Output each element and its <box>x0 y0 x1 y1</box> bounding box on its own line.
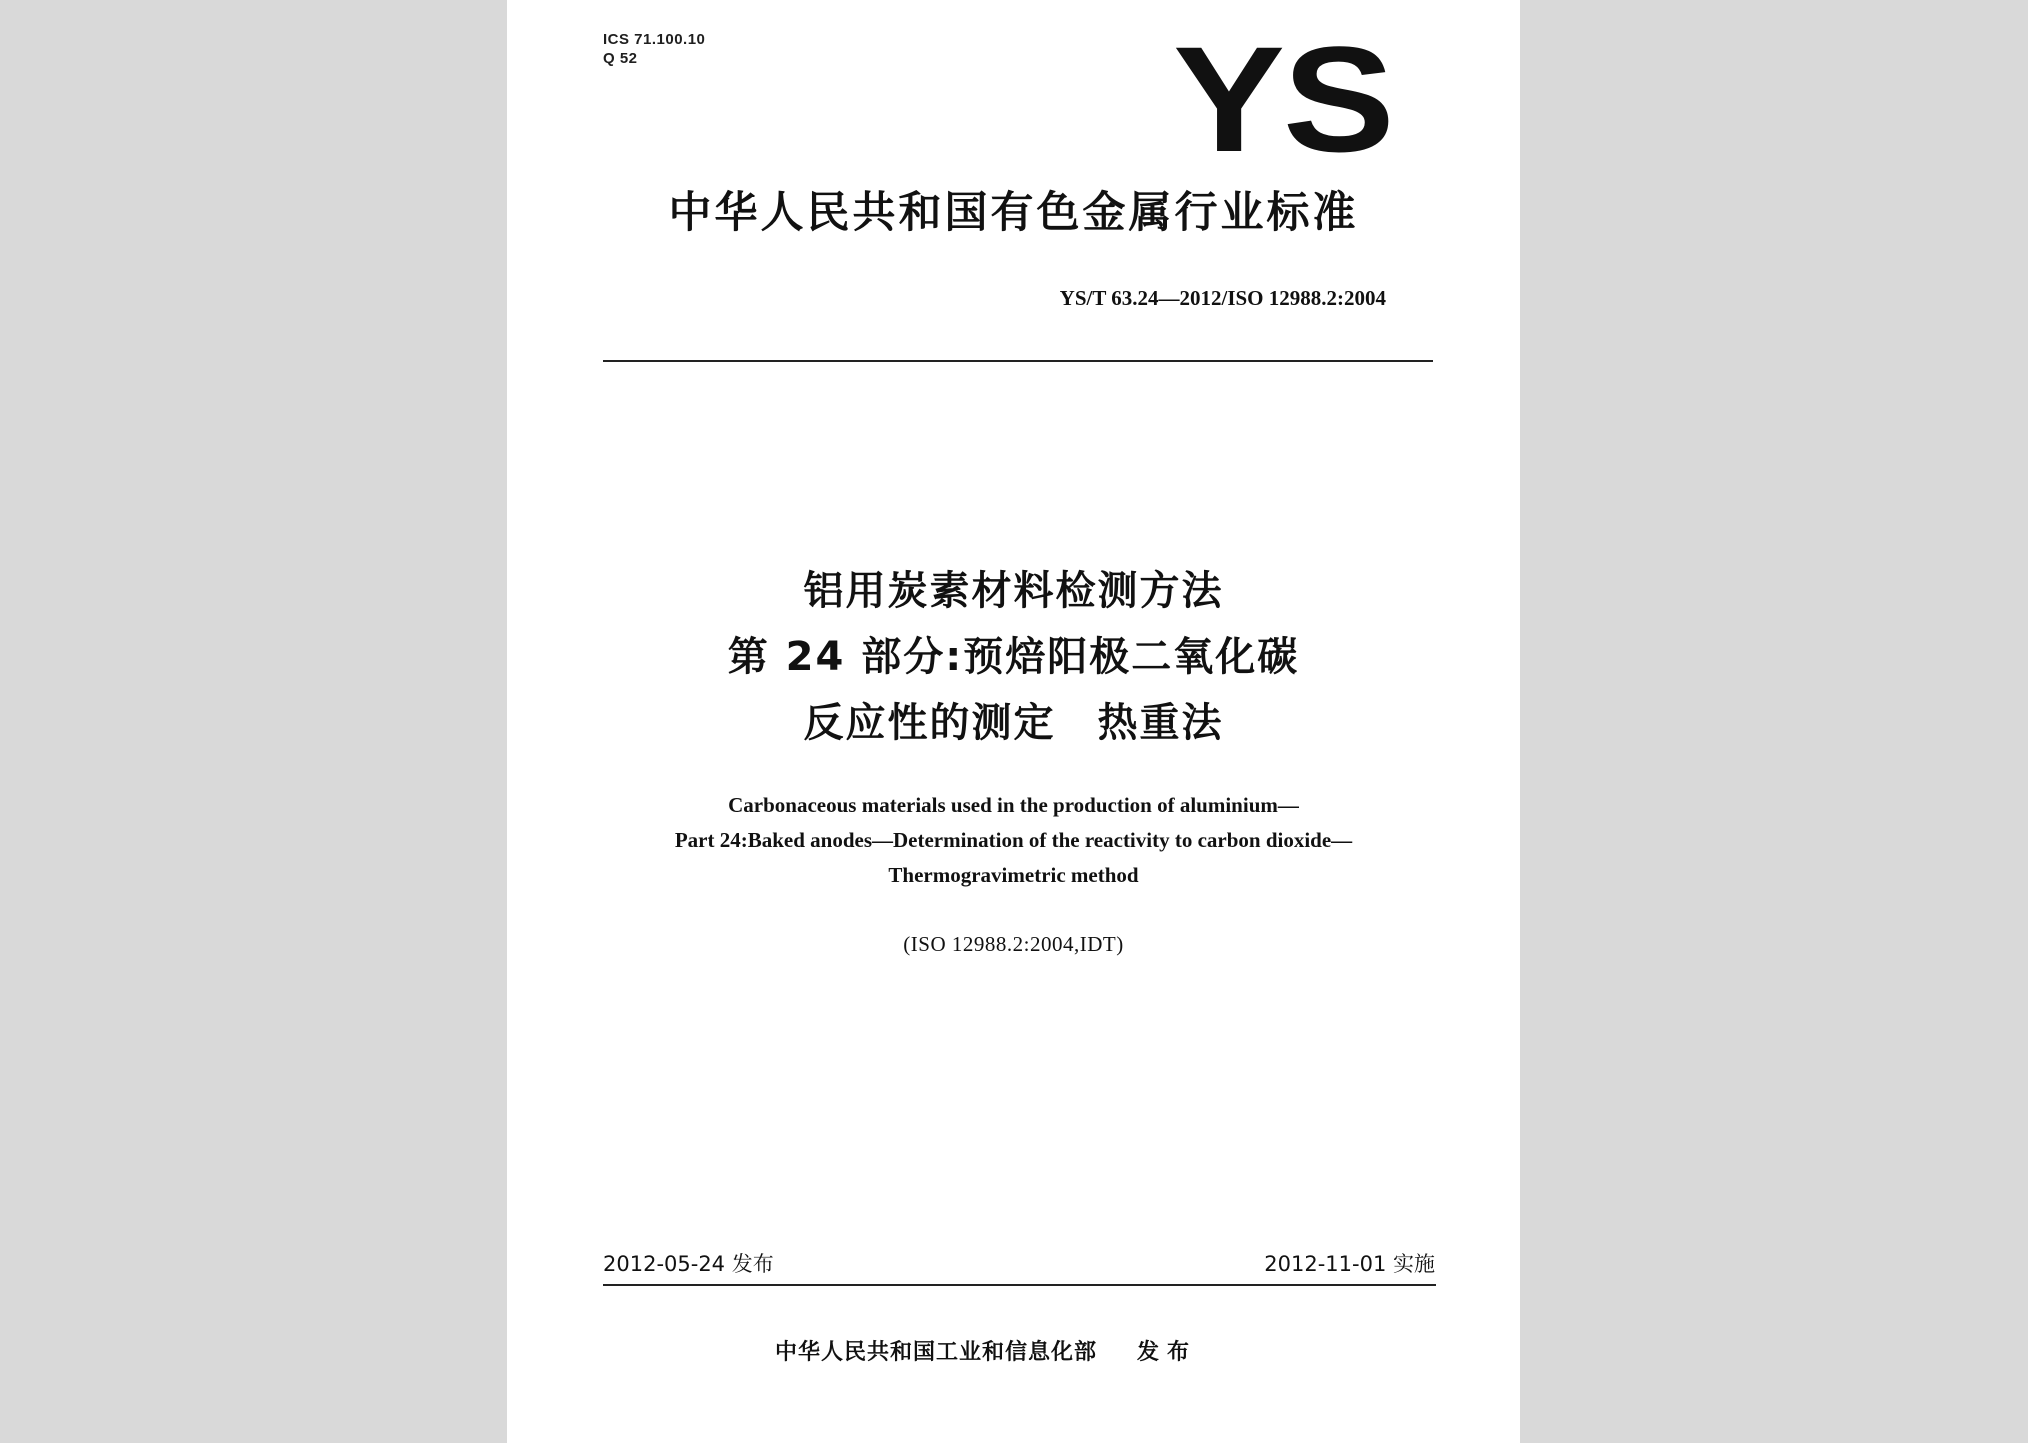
ccs-code: Q 52 <box>603 50 638 67</box>
header-divider <box>603 360 1433 362</box>
chinese-title-line-1: 铝用炭素材料检测方法 <box>803 568 1224 614</box>
chinese-title-line-3: 反应性的测定 热重法 <box>803 700 1224 746</box>
standard-number: YS/T 63.24—2012/ISO 12988.2:2004 <box>1059 286 1386 310</box>
english-title-line-3: Thermogravimetric method <box>888 863 1139 887</box>
classification-codes <box>603 30 705 68</box>
footer-divider <box>603 1284 1436 1286</box>
iso-equivalence-reference: (ISO 12988.2:2004,IDT) <box>903 932 1124 956</box>
english-title-line-1: Carbonaceous materials used in the production of aluminium— <box>728 793 1299 817</box>
issue-date: 2012-05-24 发布 <box>603 1252 774 1276</box>
standard-category-title: 中华人民共和国有色金属行业标准 <box>668 188 1359 238</box>
publisher-name: 中华人民共和国工业和信息化部 <box>775 1340 1098 1365</box>
ys-logo: YS <box>1173 15 1393 183</box>
english-title-line-2: Part 24:Baked anodes—Determination of the reactivity to carbon dioxide— <box>674 828 1353 852</box>
publisher-line <box>775 1338 1197 1368</box>
implementation-date: 2012-11-01 实施 <box>1264 1252 1435 1276</box>
ics-code: ICS 71.100.10 <box>603 31 706 48</box>
chinese-title-line-2: 第 24 部分:预焙阳极二氧化碳 <box>727 634 1300 680</box>
document-page <box>507 0 1520 1443</box>
publisher-action: 发布 <box>1137 1340 1198 1365</box>
